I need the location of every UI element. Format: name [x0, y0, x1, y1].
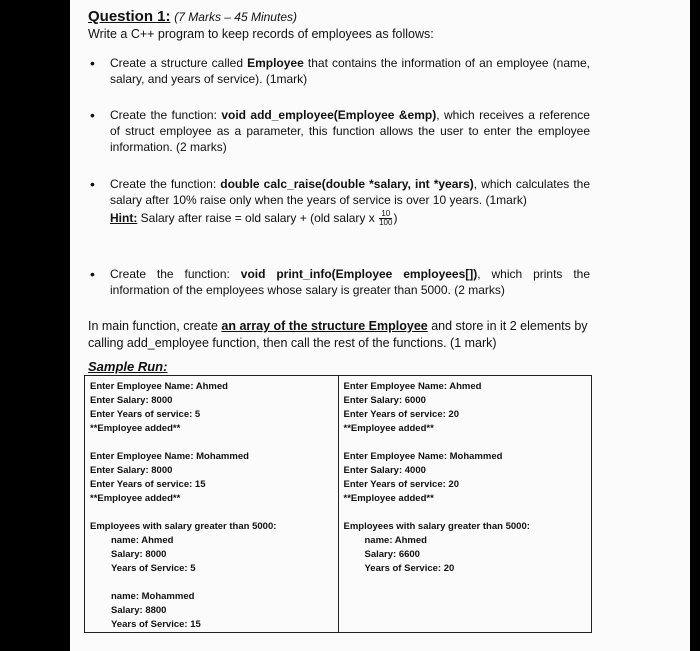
- bullet-item-print-info: • Create the function: void print_info(Employee employees[]), which prints the information of the employees whose salary is greater than 5000. (2 marks): [90, 266, 590, 297]
- fraction: $\frac{10}{100}$: [379, 209, 393, 228]
- hint-line: Hint: Salary after raise = old salary + (old salary x $\frac{10}{100}$ ): [110, 209, 398, 228]
- output-record: name: Ahmed Salary: 8000 Years of Service: 5: [111, 535, 196, 574]
- output-record: name: Mohammed Salary: 8800 Years of Service: 15: [111, 591, 201, 630]
- sample-run-right: [338, 376, 592, 632]
- sample-run-table: [84, 375, 592, 633]
- bullet-dot-icon: •: [90, 176, 95, 192]
- bullet-item-structure: • Create a structure called Employee that contains the information of an employee (name, salary, and years of service). (1mark): [90, 55, 590, 86]
- output-record: name: Ahmed Salary: 6600 Years of Service: 20: [364, 535, 455, 574]
- bullet-dot-icon: •: [90, 107, 95, 123]
- input-block: Enter Employee Name: Ahmed Enter Salary: 6000 Enter Years of service: 20 **Employee added**: [343, 381, 482, 434]
- bullet-item-add-employee: • Create the function: void add_employee(Employee &emp), which receives a reference of struct employee as a parameter, this function allows the user to enter the employee information. (2 marks): [90, 107, 590, 154]
- input-block: Enter Employee Name: Mohammed Enter Salary: 8000 Enter Years of service: 15 **Employee added**: [90, 451, 249, 504]
- question-intro: Write a C++ program to keep records of employees as follows:: [88, 27, 434, 41]
- sample-run-title: Sample Run:: [88, 359, 168, 374]
- array-underline: an array of the structure Employee: [221, 319, 428, 333]
- main-function-instructions: In main function, create an array of the structure Employee and store in it 2 elements by calling add_employee function, then call the rest of the functions. (1 mark): [88, 319, 588, 350]
- bullet-dot-icon: •: [90, 266, 95, 282]
- hint-label: Hint:: [110, 211, 138, 225]
- bullet-dot-icon: •: [90, 55, 95, 71]
- output-heading: Employees with salary greater than 5000:: [90, 521, 277, 532]
- input-block: Enter Employee Name: Ahmed Enter Salary: 8000 Enter Years of service: 5 **Employee added**: [90, 381, 228, 434]
- question-marks: (7 Marks – 45 Minutes): [174, 10, 297, 24]
- output-heading: Employees with salary greater than 5000:: [343, 521, 530, 532]
- question-heading: [88, 8, 297, 25]
- question-label: Question 1:: [88, 8, 171, 25]
- input-block: Enter Employee Name: Mohammed Enter Salary: 4000 Enter Years of service: 20 **Employee added**: [343, 451, 503, 504]
- sample-run-left: [85, 376, 338, 632]
- document-page: [70, 0, 690, 651]
- bullet-item-calc-raise: • Create the function: double calc_raise(double *salary, int *years), which calculates the salary after 10% raise only when the years of service is over 10 years. (1mark) Hint: Salary after raise = old salary + (old salary x $\frac{10}{100}$ ): [90, 176, 591, 228]
